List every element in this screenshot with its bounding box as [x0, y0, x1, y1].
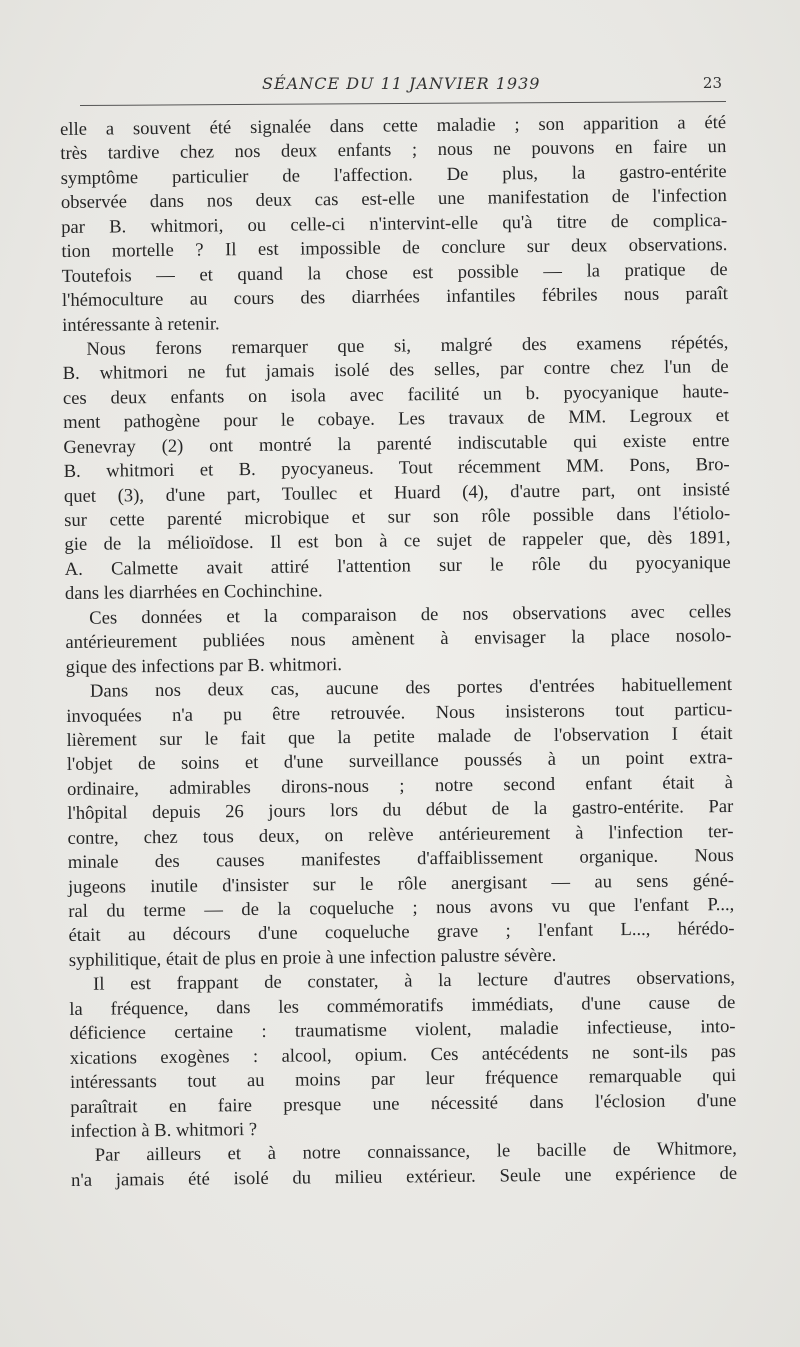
- text-line: antérieurement publiées nous amènent à envisager la place nosolo-: [65, 625, 732, 654]
- text-line: tion mortelle ? Il est impossible de conclure sur deux observations.: [61, 234, 728, 263]
- text-line: sur cette parenté microbique et sur son rôle possible dans l'étiolo-: [64, 503, 731, 531]
- header-title: SÉANCE DU 11 JANVIER 1939: [262, 74, 541, 93]
- text-line: ordinaire, admirables dirons-nous ; notre second enfant était à: [66, 771, 734, 800]
- text-line: Nous ferons remarquer que si, malgré des examens répétés,: [86, 331, 729, 360]
- text-line: invoquées n'a pu être retrouvée. Nous insisterons tout particu-: [66, 698, 733, 727]
- text-line: quet (3), d'une part, Toullec et Huard (4), d'autre part, ont insisté: [63, 478, 731, 507]
- text-line: B. whitmori ne fut jamais isolé des selles, par contre chez l'un de: [62, 356, 729, 385]
- text-line: jugeons inutile d'insister sur le rôle anergisant — au sens géné-: [67, 869, 735, 898]
- text-line: Dans nos deux cas, aucune des portes d'entrées habituellement: [89, 674, 733, 702]
- text-line: Genevray (2) ont montré la parenté indiscutable qui existe entre: [63, 429, 730, 458]
- text-line: elle a souvent été signalée dans cette maladie ; son apparition a été: [60, 112, 727, 140]
- text-line: Toutefois — et quand la chose est possible — la pratique de: [61, 258, 728, 287]
- text-line: lièrement sur le fait que la petite malade de l'observation I était: [66, 722, 733, 751]
- running-header: [62, 74, 722, 104]
- text-line: l'hémoculture au cours des diarrhées infantiles fébriles nous paraît: [61, 283, 728, 312]
- text-line: ces deux enfants on isola avec facilité un b. pyocyanique haute-: [62, 380, 730, 409]
- text-line: n'a jamais été isolé du milieu extérieur. Seule une expérience de: [71, 1162, 738, 1191]
- text-line: dans les diarrhées en Cochinchine.: [64, 580, 323, 605]
- text-line: gique des infections par B. whitmori.: [65, 653, 343, 678]
- text-line: infection à B. whitmori ?: [70, 1118, 258, 1142]
- page-number: 23: [702, 74, 722, 92]
- text-line: gie de la mélioïdose. Il est bon à ce sujet de rappeler que, dès 1891,: [64, 527, 731, 556]
- text-line: Ces données et la comparaison de nos observations avec celles: [89, 600, 732, 629]
- text-line: la fréquence, dans les commémoratifs immédiats, d'une cause de: [69, 991, 736, 1020]
- text-line: l'hôpital depuis 26 jours lors du début de la gastro-entérite. Par: [67, 796, 734, 825]
- text-line: paraîtrait en faire presque une nécessité dans l'éclosion d'une: [70, 1089, 737, 1118]
- body-text: [60, 111, 737, 1193]
- text-line: B. whitmori et B. pyocyaneus. Tout récemment MM. Pons, Bro-: [63, 454, 730, 483]
- text-line: minale des causes manifestes d'affaiblissement organique. Nous: [67, 845, 734, 874]
- text-line: observée dans nos deux cas est-elle une manifestation de l'infection: [60, 185, 727, 214]
- text-line: symptôme particulier de l'affection. De plus, la gastro-entérite: [60, 160, 727, 189]
- text-line: Il est frappant de constater, à la lecture d'autres observations,: [92, 967, 736, 996]
- text-line: très tardive chez nos deux enfants ; nous ne pouvons en faire un: [60, 136, 727, 165]
- text-line: xications exogènes : alcool, opium. Ces antécédents ne sont-ils pas: [69, 1040, 736, 1069]
- text-line: Par ailleurs et à notre connaissance, le bacille de Whitmore,: [94, 1138, 737, 1167]
- text-line: l'objet de soins et d'une surveillance poussés à un point extra-: [66, 747, 733, 776]
- text-line: A. Calmette avait attiré l'attention sur le rôle du pyocyanique: [64, 551, 731, 580]
- text-line: était au décours d'une coqueluche grave ; l'enfant L..., hérédo-: [68, 918, 735, 947]
- text-line: ral du terme — de la coqueluche ; nous avons vu que l'enfant P...,: [68, 893, 735, 922]
- text-line: intéressants tout au moins par leur fréquence remarquable qui: [69, 1065, 737, 1094]
- text-line: syphilitique, était de plus en proie à une infection palustre sévère.: [68, 944, 557, 971]
- text-line: ment pathogène pour le cobaye. Les travaux de MM. Legroux et: [63, 405, 730, 434]
- text-line: par B. whitmori, ou celle-ci n'intervint-elle qu'à titre de complica-: [61, 209, 728, 238]
- text-line: contre, chez tous deux, on relève antérieurement à l'infection ter-: [67, 820, 734, 849]
- text-line: déficience certaine : traumatisme violent, maladie infectieuse, into-: [69, 1016, 736, 1045]
- text-line: intéressante à retenir.: [62, 312, 220, 336]
